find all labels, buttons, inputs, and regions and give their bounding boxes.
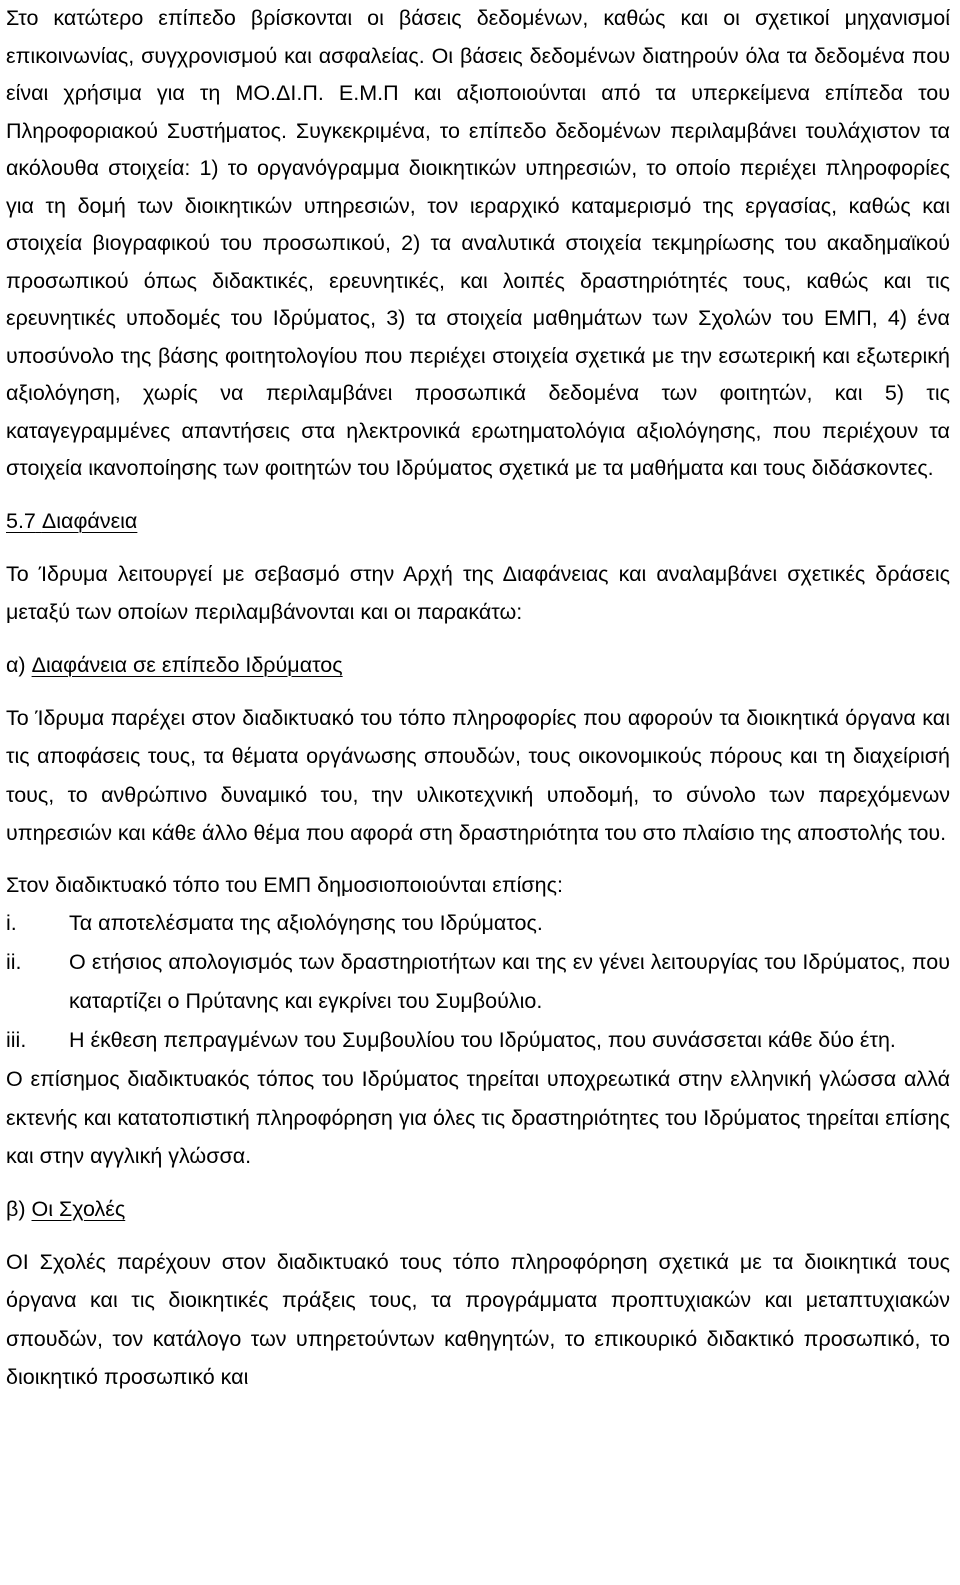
list-item-text: Ο ετήσιος απολογισμός των δραστηριοτήτων και της εν γένει λειτουργίας του Ιδρύματος, που καταρτίζει ο Πρύτανης και εγκρίνει του Συμβούλιο. — [69, 950, 950, 1013]
subsection-b-heading — [6, 1190, 950, 1228]
list-item-text: Τα αποτελέσματα της αξιολόγησης του Ιδρύματος. — [69, 911, 543, 935]
list-item — [6, 904, 950, 943]
document-page — [6, 0, 950, 1397]
section-number: 5.7 — [6, 508, 36, 533]
subsection-b-title: Οι Σχολές — [31, 1196, 126, 1221]
section-heading — [6, 503, 950, 540]
subsection-a-heading — [6, 646, 950, 684]
subsection-b-paragraph: ΟΙ Σχολές παρέχουν στον διαδικτυακό τους τόπο πληροφόρηση σχετικά με τα διοικητικά τους όργανα και τις διοικητικές πράξεις τους, τα προγράμματα προπτυχιακών και μεταπτυχιακών σπουδών, τον κατάλογο των υπηρετούντων καθηγητών, το επικουρικό διδακτικό προσωπικό, το διοικητικό προσωπικό και — [6, 1249, 950, 1389]
intro-paragraph: Στο κατώτερο επίπεδο βρίσκονται οι βάσεις δεδομένων, καθώς και οι σχετικοί μηχανισμοί επικοινωνίας, συγχρονισμού και ασφαλείας. Οι βάσεις δεδομένων διατηρούν όλα τα δεδομένα που είναι χρήσιμα για τη ΜΟ.ΔΙ.Π. Ε.Μ.Π και αξιοποιούνται από τα υπερκείμενα επίπεδα του Πληροφοριακού Συστήματος. Συγκεκριμένα, το επίπεδο δεδομένων περιλαμβάνει τουλάχιστον τα ακόλουθα στοιχεία: 1) το οργανόγραμμα διοικητικών υπηρεσιών, το οποίο περιέχει πληροφορίες για τη δομή των διοικητικών υπηρεσιών, τον ιεραρχικό καταμερισμό της εργασίας, καθώς και στοιχεία βιογραφικού του προσωπικού, 2) τα αναλυτικά στοιχεία τεκμηρίωσης του ακαδημαϊκού προσωπικού όπως διδακτικές, ερευνητικές, και λοιπές δραστηριότητές τους, καθώς και τις ερευνητικές υποδομές του Ιδρύματος, 3) τα στοιχεία μαθημάτων των Σχολών του ΕΜΠ, 4) ένα υποσύνολο της βάσης φοιτητολογίου που περιέχει στοιχεία σχετικά με την εσωτερική και εξωτερική αξιολόγηση, χωρίς να περιλαμβάνει προσωπικά δεδομένα των φοιτητών, και 5) τις καταγεγραμμένες απαντήσεις στα ηλεκτρονικά ερωτηματολόγια αξιολόγησης, που περιέχουν τα στοιχεία ικανοποίησης των φοιτητών του Ιδρύματος σχετικά με τα μαθήματα και τους διδάσκοντες. — [6, 6, 950, 480]
subsection-a-title: Διαφάνεια σε επίπεδο Ιδρύματος — [31, 652, 343, 677]
list-intro: Στον διαδικτυακό τόπο του ΕΜΠ δημοσιοποιούνται επίσης: — [6, 872, 563, 897]
list-item-marker: iii. — [6, 1028, 27, 1052]
subsection-b-prefix: β) — [6, 1196, 26, 1221]
list-item-marker: i. — [6, 911, 17, 935]
list-item-text: Η έκθεση πεπραγμένων του Συμβουλίου του Ιδρύματος, που συνάσσεται κάθε δύο έτη. — [69, 1028, 896, 1052]
subsection-a-prefix: α) — [6, 652, 26, 677]
publication-list — [6, 904, 950, 1060]
language-paragraph: Ο επίσημος διαδικτυακός τόπος του Ιδρύματος τηρείται υποχρεωτικά στην ελληνική γλώσσα αλλά εκτενής και κατατοπιστική πληροφόρηση για όλες τις δραστηριότητες του Ιδρύματος τηρείται επίσης και στην αγγλική γλώσσα. — [6, 1067, 950, 1168]
list-item-marker: ii. — [6, 950, 22, 974]
section-intro-paragraph: Το Ίδρυμα λειτουργεί με σεβασμό στην Αρχή της Διαφάνειας και αναλαμβάνει σχετικές δράσεις μεταξύ των οποίων περιλαμβάνονται και οι παρακάτω: — [6, 561, 950, 624]
list-item — [6, 943, 950, 1021]
subsection-a-paragraph: Το Ίδρυμα παρέχει στον διαδικτυακό του τόπο πληροφορίες που αφορούν τα διοικητικά όργανα και τις αποφάσεις τους, τα θέματα οργάνωσης σπουδών, τους οικονομικούς πόρους και τη διαχείρισή τους, το ανθρώπινο δυναμικό του, την υλικοτεχνική υποδομή, το σύνολο των παρεχόμενων υπηρεσιών και κάθε άλλο θέμα που αφορά στη δραστηριότητα του στο πλαίσιο της αποστολής του. — [6, 705, 950, 845]
list-item — [6, 1021, 950, 1060]
section-title: Διαφάνεια — [41, 508, 138, 533]
